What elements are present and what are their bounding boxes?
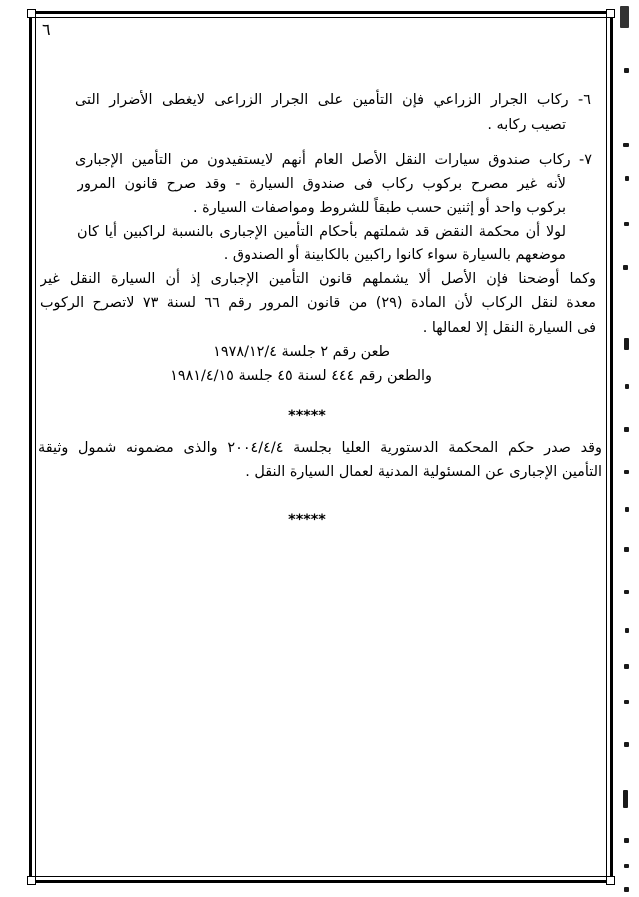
scan-speck [623, 265, 628, 270]
paragraph-1-line-3: فى السيارة النقل إلا لعمالها . [422, 320, 596, 336]
scan-speck [624, 338, 629, 350]
item-7-line-5: موضعهم بالسيارة سواء كانوا راكبين بالكابينة أو الصندوق . [223, 247, 566, 263]
scan-speck [624, 427, 629, 432]
scan-speck [624, 470, 629, 474]
separator: ***** [288, 408, 326, 424]
scan-speck [624, 887, 629, 892]
scan-speck [624, 68, 629, 73]
item-6-line-1: ٦- ركاب الجرار الزراعي فإن التأمين على الجرار الزراعى لايغطى الأضرار التى [75, 92, 591, 108]
scan-speck [625, 507, 629, 512]
scan-speck [625, 176, 629, 181]
scan-speck [625, 384, 629, 389]
paragraph-1-line-2: معدة لنقل الركاب لأن المادة (٢٩) من قانون المرور رقم ٦٦ لسنة ٧٣ لاتصرح الركوب [40, 295, 596, 311]
citation-1: طعن رقم ٢ جلسة ١٩٧٨/١٢/٤ [213, 344, 390, 360]
paragraph-2-line-1: وقد صدر حكم المحكمة الدستورية العليا بجلسة ٢٠٠٤/٤/٤ والذى مضمونه شمول وثيقة [38, 440, 602, 456]
scan-speck [624, 664, 629, 669]
paragraph-2-line-2: التأمين الإجبارى عن المسئولية المدنية لعمال السيارة النقل . [245, 464, 602, 480]
scan-speck [624, 547, 629, 552]
citation-2: والطعن رقم ٤٤٤ لسنة ٤٥ جلسة ١٩٨١/٤/١٥ [170, 368, 432, 384]
page-number: ٦ [42, 20, 51, 39]
scan-speck [624, 590, 629, 594]
paragraph-1-line-1: وكما أوضحنا فإن الأصل ألا يشملهم قانون التأمين الإجبارى إذ أن السيارة النقل غير [40, 271, 596, 287]
item-7-line-1: ٧- ركاب صندوق سيارات النقل الأصل العام أنهم لايستفيدون من التأمين الإجبارى [75, 152, 592, 168]
scan-speck [620, 6, 629, 28]
separator: ***** [288, 512, 326, 528]
item-6-line-2: تصيب ركابه . [487, 117, 566, 133]
item-7-line-2: لأنه غير مصرح بركوب ركاب فى صندوق السيارة - وقد صرح قانون المرور [77, 176, 566, 192]
scan-speck [623, 143, 629, 147]
item-7-line-3: بركوب واحد أو إثنين حسب طبقاً للشروط ومواصفات السيارة . [193, 200, 566, 216]
scan-speck [624, 864, 629, 868]
scan-speck [624, 222, 629, 226]
scan-speck [624, 838, 629, 843]
scan-speck [624, 700, 629, 704]
item-7-line-4: لولا أن محكمة النقض قد شملتهم بأحكام التأمين الإجبارى بالنسبة لراكبين أيا كان [77, 224, 566, 240]
scan-speck [625, 628, 629, 633]
scan-speck [623, 790, 628, 808]
scan-speck [624, 742, 629, 747]
